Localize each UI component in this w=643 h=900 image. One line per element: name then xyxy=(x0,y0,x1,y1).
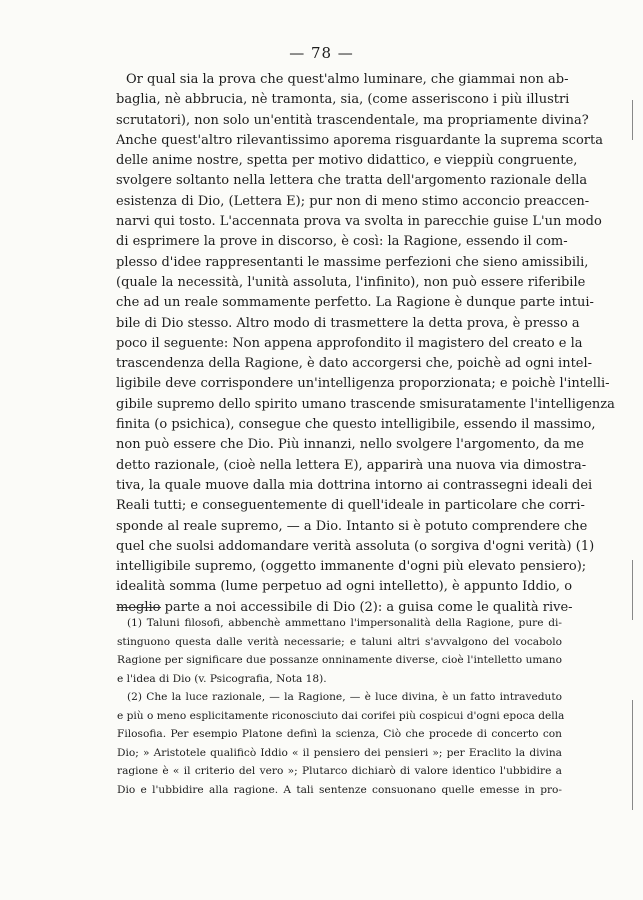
body-line: trascendenza della Ragione, è dato accorgersi che, poichè ad ogni intel- xyxy=(116,356,593,372)
body-line: detto razionale, (cioè nella lettera E), apparirà una nuova via dimostra- xyxy=(116,457,587,473)
footnotes xyxy=(117,614,565,799)
body-line: Or qual sia la prova che quest'almo luminare, che giammai non ab- xyxy=(126,72,569,87)
footnote-line: e l'idea di Dio (v. Psicografia, Nota 18). xyxy=(117,672,327,685)
body-line: che ad un reale sommamente perfetto. La Ragione è dunque parte intui- xyxy=(116,295,594,311)
footnote-line: stinguono questa dalle verità necessarie; e taluni altri s'avvalgono del vocabolo xyxy=(117,635,562,648)
body-line: intelligibile supremo, (oggetto immanente d'ogni più elevato pensiero); xyxy=(116,559,587,575)
body-line: non può essere che Dio. Più innanzi, nello svolgere l'argomento, da me xyxy=(116,437,584,453)
body-line: di esprimere la prove in discorso, è così: la Ragione, essendo il com- xyxy=(116,234,568,250)
body-line: ligibile deve corrispondere un'intelligenza proporzionata; e poichè l'intelli- xyxy=(116,376,610,392)
body-line: meglio parte a noi accessibile di Dio (2): a guisa come le qualità rive- xyxy=(116,599,573,615)
body-line: tiva, la quale muove dalla mia dottrina intorno ai contrassegni ideali dei xyxy=(116,477,593,493)
body-line: baglia, nè abbrucia, nè tramonta, sia, (come asseriscono i più illustri xyxy=(116,92,570,108)
body-line: plesso d'idee rappresentanti le massime perfezioni che sieno amissibili, xyxy=(116,254,589,270)
body-line: idealità somma (lume perpetuo ad ogni intelletto), è appunto Iddio, o xyxy=(116,579,573,595)
footnote-separator xyxy=(117,607,161,608)
footnote-line: (2) Che la luce razionale, — la Ragione, — è luce divina, è un fatto intraveduto xyxy=(127,691,562,703)
footnote-line: Dio; » Aristotele qualificò Iddio « il pensiero dei pensieri »; per Eraclito la divina xyxy=(117,746,562,759)
body-line: poco il seguente: Non appena approfondito il magistero del creato e la xyxy=(116,335,583,351)
body-line: svolgere soltanto nella lettera che tratta dell'argomento razionale della xyxy=(116,173,588,189)
footnote-line: Ragione per significare due possanze onninamente diverse, cioè l'intelletto umano xyxy=(117,654,562,666)
footnote-line: e più o meno esplicitamente riconosciuto dai corifei più cospicui d'ogni epoca della xyxy=(117,709,565,722)
body-line: esistenza di Dio, (Lettera E); pur non di meno stimo acconcio preaccen- xyxy=(116,193,590,209)
page-edge-mark xyxy=(632,560,633,620)
page-edge-mark xyxy=(632,100,633,140)
body-line: Reali tutti; e conseguentemente di quell'ideale in particolare che corri- xyxy=(116,498,585,514)
footnote-line: Dio e l'ubbidire alla ragione. A tali sentenze consuonano quelle emesse in pro- xyxy=(117,783,562,796)
page-edge-mark xyxy=(632,700,633,810)
body-line: scrutatori), non solo un'entità trascendentale, ma propriamente divina? xyxy=(116,112,589,128)
body-line: narvi qui tosto. L'accennata prova va svolta in parecchie guise L'un modo xyxy=(116,214,602,230)
body-text xyxy=(116,70,615,618)
body-line: sponde al reale supremo, — a Dio. Intanto si è potuto comprendere che xyxy=(116,518,588,534)
body-line: quel che suolsi addomandare verità assoluta (o sorgiva d'ogni verità) (1) xyxy=(116,538,595,554)
body-line: finita (o psichica), consegue che questo intelligibile, essendo il massimo, xyxy=(116,417,596,433)
body-line: bile di Dio stesso. Altro modo di trasmettere la detta prova, è presso a xyxy=(116,315,580,331)
body-line: (quale la necessità, l'unità assoluta, l'infinito), non può essere riferibile xyxy=(116,274,586,290)
body-line: gibile supremo dello spirito umano trascende smisuratamente l'intelligenza xyxy=(116,396,615,412)
body-line: delle anime nostre, spetta per motivo didattico, e vieppiù congruente, xyxy=(116,153,578,169)
page-number: — 78 — xyxy=(289,44,354,62)
footnote-line: (1) Taluni filosofi, abbenchè ammettano l'impersonalità della Ragione, pure di- xyxy=(127,617,562,629)
body-line: Anche quest'altro rilevantissimo aporema risguardante la suprema scorta xyxy=(116,132,603,148)
footnote-line: ragione è « il criterio del vero »; Plutarco dichiarò di valore identico l'ubbidire a xyxy=(117,765,562,777)
footnote-line: Filosofia. Per esempio Platone definì la scienza, Ciò che procede di concerto con xyxy=(117,728,562,740)
